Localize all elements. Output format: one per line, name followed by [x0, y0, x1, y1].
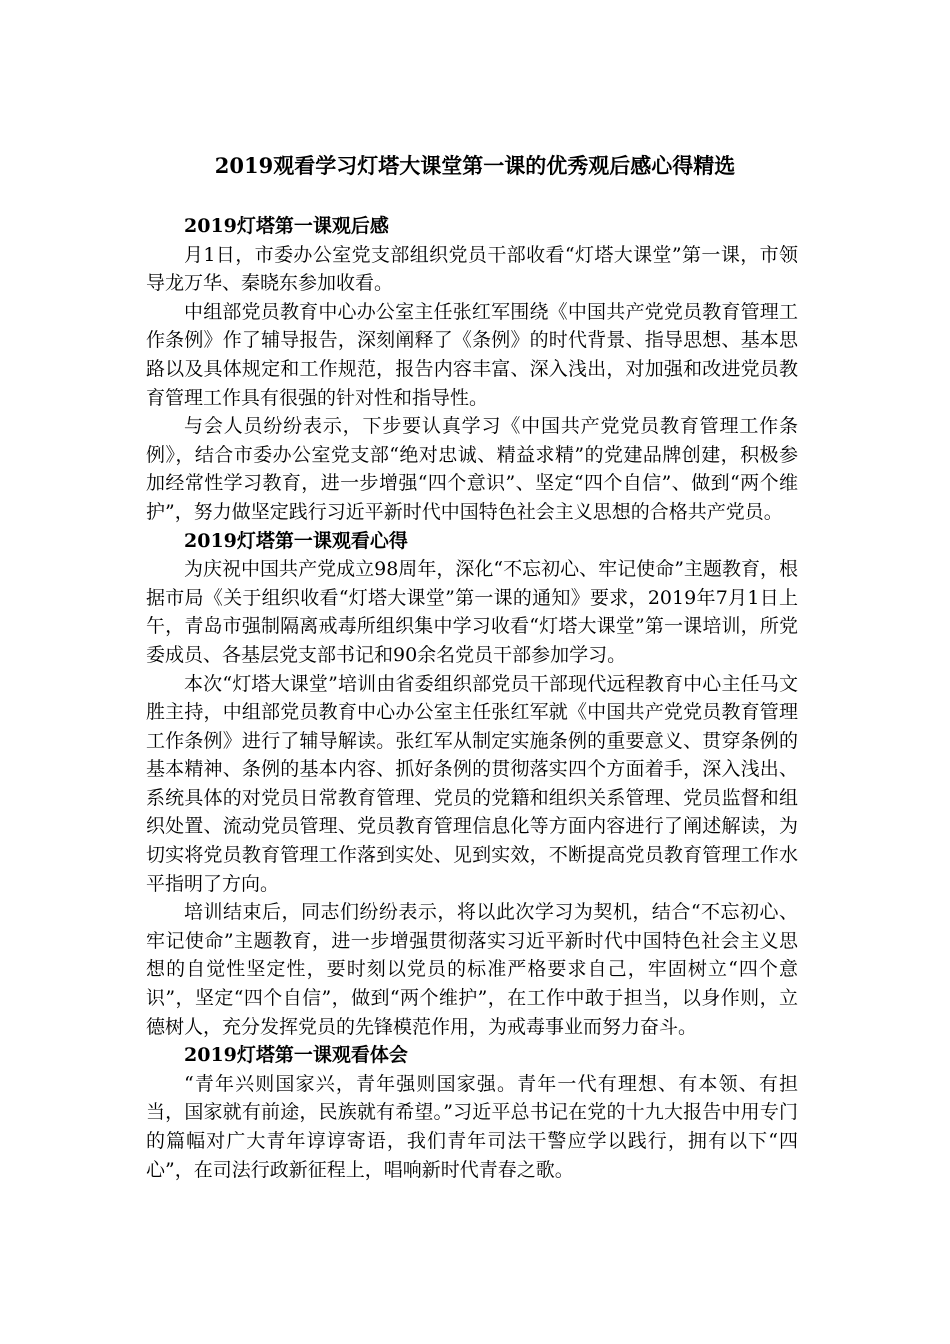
section-guanhougan	[146, 212, 798, 527]
paragraph: 中组部党员教育中心办公室主任张红军围绕《中国共产党党员教育管理工作条例》作了辅导报告，深刻阐释了《条例》的时代背景、指导思想、基本思路以及具体规定和工作规范，报告内容丰富、深入浅出，对加强和改进党员教育管理工作具有很强的针对性和指导性。	[146, 300, 798, 409]
section-guankan-xinde	[146, 527, 798, 1042]
section-heading: 2019灯塔第一课观看体会	[184, 1044, 408, 1067]
paragraph: 本次“灯塔大课堂”培训由省委组织部党员干部现代远程教育中心主任马文胜主持，中组部党员教育中心办公室主任张红军就《中国共产党党员教育管理工作条例》进行了辅导解读。张红军从制定实施条例的重要意义、贯穿条例的基本精神、条例的基本内容、抓好条例的贯彻落实四个方面着手，深入浅出、系统具体的对党员日常教育管理、党员的党籍和组织关系管理、党员监督和组织处置、流动党员管理、党员教育管理信息化等方面内容进行了阐述解读，为切实将党员教育管理工作落到实处、见到实效，不断提高党员教育管理工作水平指明了方向。	[146, 672, 798, 895]
paragraph: 为庆祝中国共产党成立98周年，深化“不忘初心、牢记使命”主题教育，根据市局《关于组织收看“灯塔大课堂”第一课的通知》要求，2019年7月1日上午，青岛市强制隔离戒毒所组织集中学习收看“灯塔大课堂”第一课培训，所党委成员、各基层党支部书记和90余名党员干部参加学习。	[146, 558, 798, 666]
section-guankan-tihui	[146, 1041, 798, 1184]
document-title: 2019观看学习灯塔大课堂第一课的优秀观后感心得精选	[214, 153, 736, 178]
paragraph: 与会人员纷纷表示，下步要认真学习《中国共产党党员教育管理工作条例》，结合市委办公室党支部“绝对忠诚、精益求精”的党建品牌创建，积极参加经常性学习教育，进一步增强“四个意识”、坚定“四个自信”、做到“两个维护”，努力做坚定践行习近平新时代中国特色社会主义思想的合格共产党员。	[146, 415, 798, 523]
section-heading: 2019灯塔第一课观后感	[184, 215, 389, 237]
paragraph: 月1日，市委办公室党支部组织党员干部收看“灯塔大课堂”第一课，市领导龙万华、秦晓东参加收看。	[146, 243, 798, 295]
section-heading: 2019灯塔第一课观看心得	[184, 529, 408, 552]
document-body	[146, 212, 798, 1184]
paragraph: “青年兴则国家兴，青年强则国家强。青年一代有理想、有本领、有担当，国家就有前途，民族就有希望。”习近平总书记在党的十九大报告中用专门的篇幅对广大青年谆谆寄语，我们青年司法干警应学以践行，拥有以下“四心”，在司法行政新征程上，唱响新时代青春之歌。	[146, 1072, 798, 1181]
paragraph: 培训结束后，同志们纷纷表示，将以此次学习为契机，结合“不忘初心、牢记使命”主题教育，进一步增强贯彻落实习近平新时代中国特色社会主义思想的自觉性坚定性，要时刻以党员的标准严格要求自己，牢固树立“四个意识”，坚定“四个自信”，做到“两个维护”，在工作中敢于担当，以身作则，立德树人，充分发挥党员的先锋模范作用，为戒毒事业而努力奋斗。	[146, 901, 798, 1038]
